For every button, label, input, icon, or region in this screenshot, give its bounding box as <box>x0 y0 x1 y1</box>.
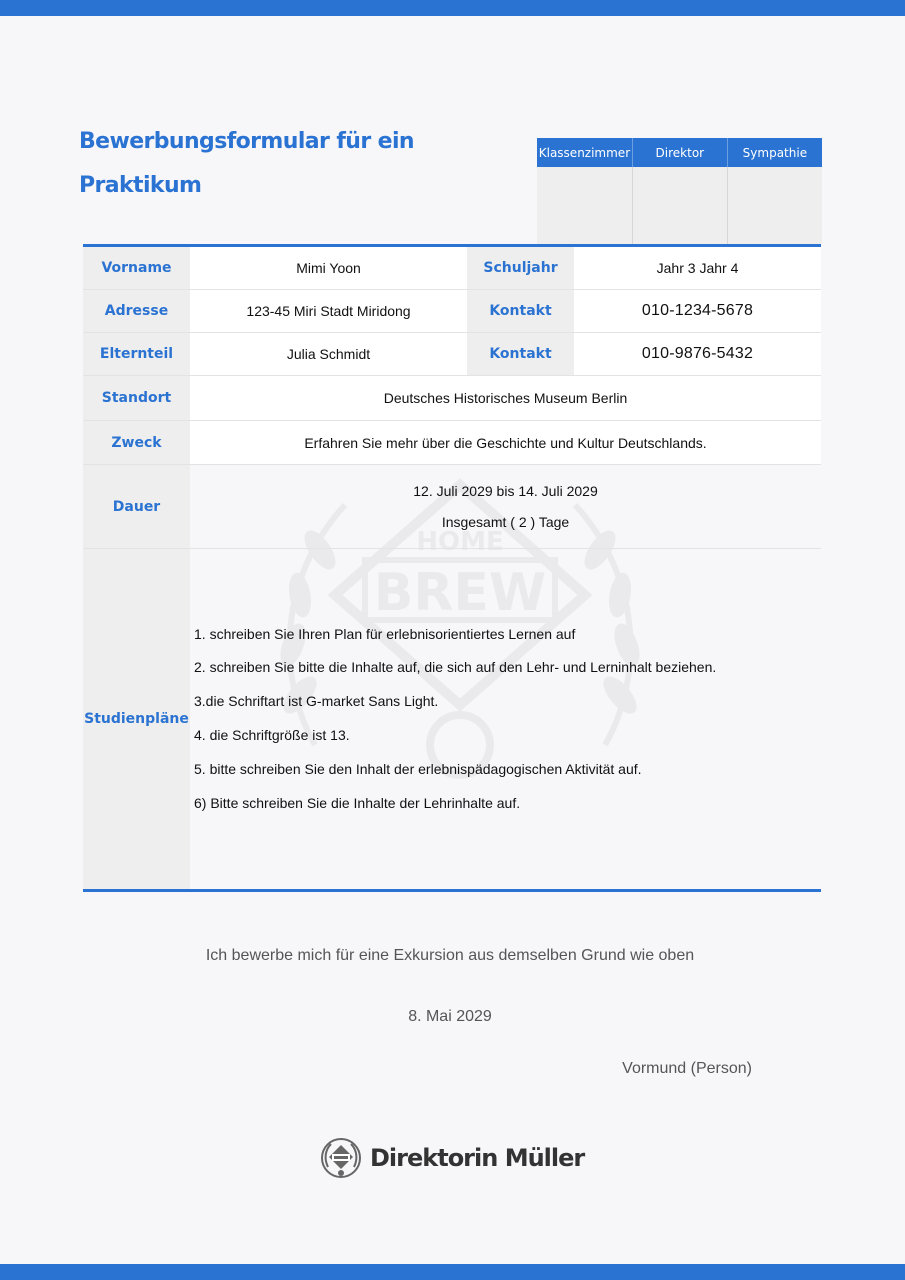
plans-field[interactable] <box>190 549 821 891</box>
principal-name: Direktorin Müller <box>370 1144 585 1172</box>
contact-label: Kontakt <box>467 290 574 333</box>
purpose-label: Zweck <box>83 421 190 465</box>
watermark-text-main: BREW <box>373 563 547 623</box>
duration-label: Dauer <box>83 465 190 549</box>
title-line-1: Bewerbungsformular für ein <box>79 129 414 154</box>
guardian-signature: Vormund (Person) <box>622 1060 752 1077</box>
bottom-accent-bar <box>0 1264 905 1280</box>
approval-sign-director[interactable] <box>632 167 727 244</box>
duration-field[interactable] <box>190 465 821 549</box>
approval-header-director: Direktor <box>632 138 727 167</box>
address-label: Adresse <box>83 290 190 333</box>
school-year-label: Schuljahr <box>467 246 574 290</box>
form-row-parent <box>83 333 821 376</box>
plan-item-6: 6) Bitte schreiben Sie die Inhalte der Lehrinhalte auf. <box>194 794 521 811</box>
duration-total: Insgesamt ( 2 ) Tage <box>441 513 570 530</box>
approval-sign-classroom[interactable] <box>537 167 632 244</box>
plan-item-1: 1. schreiben Sie Ihren Plan für erlebnisorientiertes Lernen auf <box>194 625 576 642</box>
location-field[interactable]: Deutsches Historisches Museum Berlin <box>190 376 821 421</box>
plan-item-2: 2. schreiben Sie bitte die Inhalte auf, die sich auf den Lehr- und Lerninhalt beziehen. <box>194 659 717 676</box>
plans-label: Studienpläne <box>83 549 190 891</box>
form-row-name <box>83 246 821 290</box>
location-label: Standort <box>83 376 190 421</box>
page-title <box>79 120 479 208</box>
plan-item-4: 4. die Schriftgröße ist 13. <box>194 727 350 743</box>
plan-item-3: 3.die Schriftart ist G-market Sans Light. <box>194 693 439 710</box>
parent-field[interactable]: Julia Schmidt <box>190 333 467 376</box>
first-name-label: Vorname <box>83 246 190 290</box>
approval-sign-sympathy[interactable] <box>727 167 822 244</box>
approval-table <box>537 138 822 244</box>
form-row-purpose <box>83 421 821 465</box>
top-accent-bar <box>0 0 905 16</box>
parent-contact-label: Kontakt <box>467 333 574 376</box>
declaration-text: Ich bewerbe mich für eine Exkursion aus demselben Grund wie oben <box>205 947 695 964</box>
parent-label: Elternteil <box>83 333 190 376</box>
principal-signature <box>320 1137 584 1179</box>
duration-dates: 12. Juli 2029 bis 14. Juli 2029 <box>413 482 598 499</box>
parent-contact-field[interactable]: 010-9876-5432 <box>574 333 821 376</box>
form-row-duration <box>83 465 821 549</box>
title-line-2: Praktikum <box>79 173 202 198</box>
purpose-field[interactable]: Erfahren Sie mehr über die Geschichte und Kultur Deutschlands. <box>190 421 821 465</box>
application-date: 8. Mai 2029 <box>408 1008 492 1025</box>
application-form-table <box>83 244 821 892</box>
address-field[interactable]: 123-45 Miri Stadt Miridong <box>190 290 467 333</box>
plan-item-5: 5. bitte schreiben Sie den Inhalt der erlebnispädagogischen Aktivität auf. <box>194 760 642 777</box>
contact-field[interactable]: 010-1234-5678 <box>574 290 821 333</box>
watermark-text-top: HOME <box>416 527 504 557</box>
school-year-field[interactable]: Jahr 3 Jahr 4 <box>574 246 821 290</box>
approval-header-classroom: Klassenzimmer <box>537 138 632 167</box>
form-row-plans <box>83 549 821 891</box>
first-name-field[interactable]: Mimi Yoon <box>190 246 467 290</box>
form-row-address <box>83 290 821 333</box>
form-row-location <box>83 376 821 421</box>
school-seal-icon <box>320 1137 362 1179</box>
approval-header-sympathy: Sympathie <box>727 138 822 167</box>
